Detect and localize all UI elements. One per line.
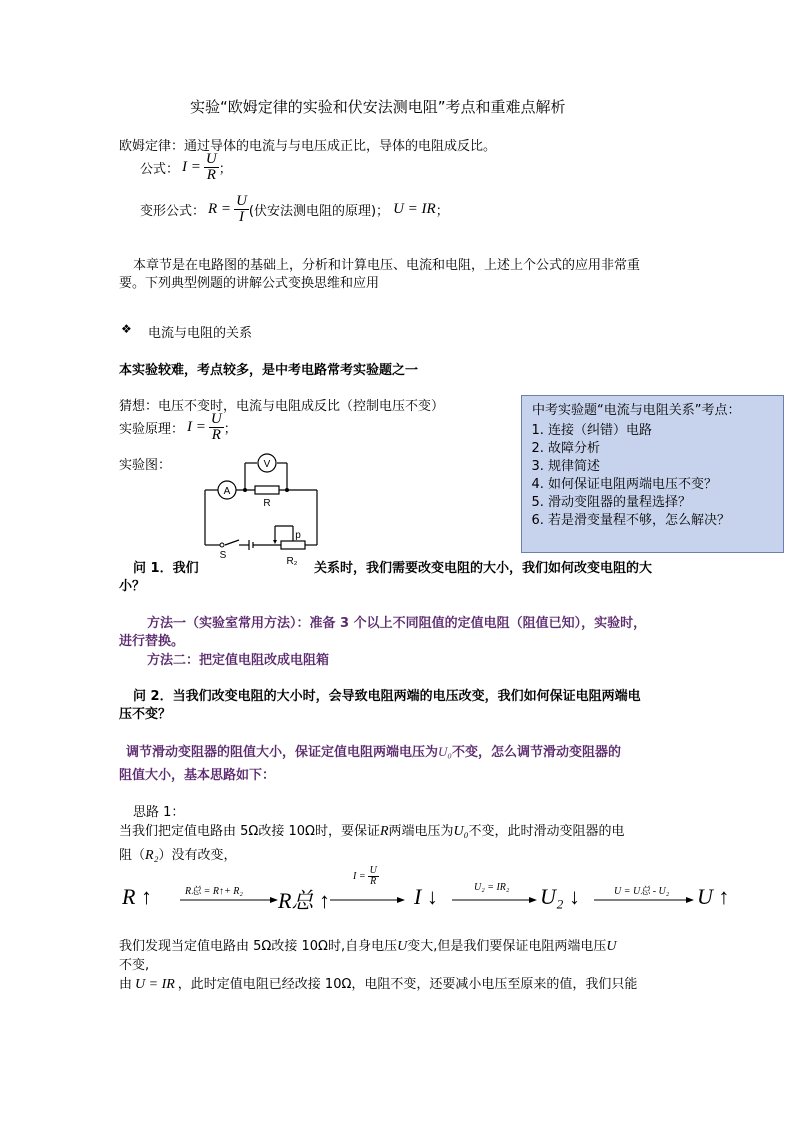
- ohm-law-text: 欧姆定律：通过导体的电流与与电压成正比，导体的电阻成反比。: [119, 139, 497, 154]
- q1-part-b: 关系时，我们需要改变电阻的大小，我们如何改变电阻的大: [314, 561, 653, 576]
- resistor-icon: [255, 486, 279, 494]
- callout-list: [532, 422, 773, 530]
- q1-part-c: 小？: [119, 579, 146, 594]
- callout-item: 1. 连接（纠错）电路: [548, 422, 773, 440]
- rheostat-icon: [281, 541, 305, 549]
- intro-line-1: 本章节是在电路图的基础上，分析和计算电压、电流和电阻，上述上个公式的应用非常重: [133, 258, 641, 273]
- chain-label-4: U = U总 - U₂: [614, 886, 670, 897]
- method2-text: 方法二：把定值电阻改成电阻箱: [147, 653, 330, 668]
- q1-part-a: 问 1．我们: [133, 561, 199, 576]
- callout-item: 3. 规律简述: [548, 458, 773, 476]
- last-line: 由 U = IR ，此时定值电阻已经改接 10Ω，电阻不变，还要减小电压至原来的值，我们只能: [119, 977, 638, 992]
- chain-label-3: U₂ = IR₂: [474, 882, 510, 893]
- callout-box: [521, 395, 784, 553]
- arrow-icon: [594, 895, 694, 905]
- diagram-label: 实验图：: [119, 458, 172, 473]
- guess-text: 猜想：电压不变时，电流与电阻成反比（控制电压不变）: [119, 399, 445, 414]
- find-line-1: 我们发现当定值电路由 5Ω改接 10Ω时,自身电压U变大,但是我们要保证电阻两端电压U: [119, 939, 617, 954]
- idea1-line-1: 当我们把定值电路由 5Ω改接 10Ω时，要保证R两端电压为U₀不变，此时滑动变阻器的电: [119, 824, 625, 839]
- chain-u2: U₂ ↓: [540, 884, 581, 909]
- callout-item: 4. 如何保证电阻两端电压不变？: [548, 476, 773, 494]
- idea1-line-2: 阻（R₂）没有改变，: [119, 848, 237, 863]
- adjust-line-1: 调节滑动变阻器的阻值大小，保证定值电阻两端电压为U₀不变，怎么调节滑动变阻器的: [126, 744, 621, 760]
- chain-label-2: I = $\frac{U}{R}$: [353, 865, 377, 887]
- u0-symbol: U₀: [438, 744, 452, 759]
- circuit-diagram: [195, 448, 330, 574]
- formula-row: 公式： I = $\frac{U}{R}$ ；: [140, 151, 232, 183]
- formula-label: 公式：: [140, 162, 180, 177]
- chain-u: U ↑: [697, 884, 730, 909]
- rheostat-label: R₂: [286, 556, 298, 567]
- section-bullet-icon: ❖: [121, 322, 132, 336]
- chain-rz: R总 ↑: [278, 888, 330, 913]
- resistor-label: R: [263, 498, 271, 509]
- callout-item: 6. 若是滑变量程不够，怎么解决？: [548, 512, 773, 530]
- formula-fraction: $\frac{U}{R}$: [205, 151, 217, 183]
- page-title: 实验“欧姆定律的实验和伏安法测电阻”考点和重难点解析: [190, 98, 566, 116]
- idea1-label: 思路 1：: [133, 805, 185, 820]
- ammeter-label: A: [223, 486, 231, 497]
- transform-row: 变形公式： R = $\frac{U}{I}$ (伏安法测电阻的原理)； U = IR ；: [140, 193, 449, 225]
- arrow-icon: [180, 895, 278, 905]
- transform-label: 变形公式：: [140, 204, 206, 219]
- method1-line-2: 进行替换。: [119, 634, 185, 649]
- chain-r: R ↑: [122, 884, 152, 909]
- voltmeter-label: V: [263, 459, 271, 470]
- callout-item: 2. 故障分析: [548, 440, 773, 458]
- method1-line-1: 方法一（实验室常用方法）：准备 3 个以上不同阻值的定值电阻（阻值已知），实验时，: [147, 616, 647, 631]
- transform-fraction: $\frac{U}{I}$: [236, 193, 247, 225]
- intro-line-2: 要。下列典型例题的讲解公式变换思维和应用: [119, 276, 380, 291]
- formula-i: I =: [182, 159, 201, 175]
- q2-line-2: 压不变？: [119, 707, 172, 722]
- find-line-2: 不变,: [119, 958, 150, 973]
- arrow-icon: [452, 895, 537, 905]
- arrow-icon: [330, 895, 405, 905]
- principle-fraction: $\frac{U}{R}$: [210, 411, 222, 443]
- principle-row: 实验原理： I = $\frac{U}{R}$ ；: [119, 411, 237, 443]
- section-title: 电流与电阻的关系: [148, 326, 253, 341]
- chain-i: I ↓: [414, 884, 438, 909]
- chain-label-1: R总 = R↑+ R₂: [185, 886, 243, 897]
- callout-title: 中考实验题“电流与电阻关系”考点：: [532, 403, 741, 418]
- transform-note: (伏安法测电阻的原理)；: [248, 204, 390, 219]
- principle-label: 实验原理：: [119, 422, 185, 437]
- key-note: 本实验较难，考点较多，是中考电路常考实验题之一: [119, 363, 419, 378]
- q2-line-1: 问 2．当我们改变电阻的大小时，会导致电阻两端的电压改变，我们如何保证电阻两端电: [133, 689, 641, 704]
- adjust-line-2: 阻值大小，基本思路如下：: [119, 768, 276, 783]
- switch-label: S: [219, 550, 227, 561]
- slider-label: p: [295, 530, 301, 541]
- callout-item: 5. 滑动变阻器的量程选择？: [548, 494, 773, 512]
